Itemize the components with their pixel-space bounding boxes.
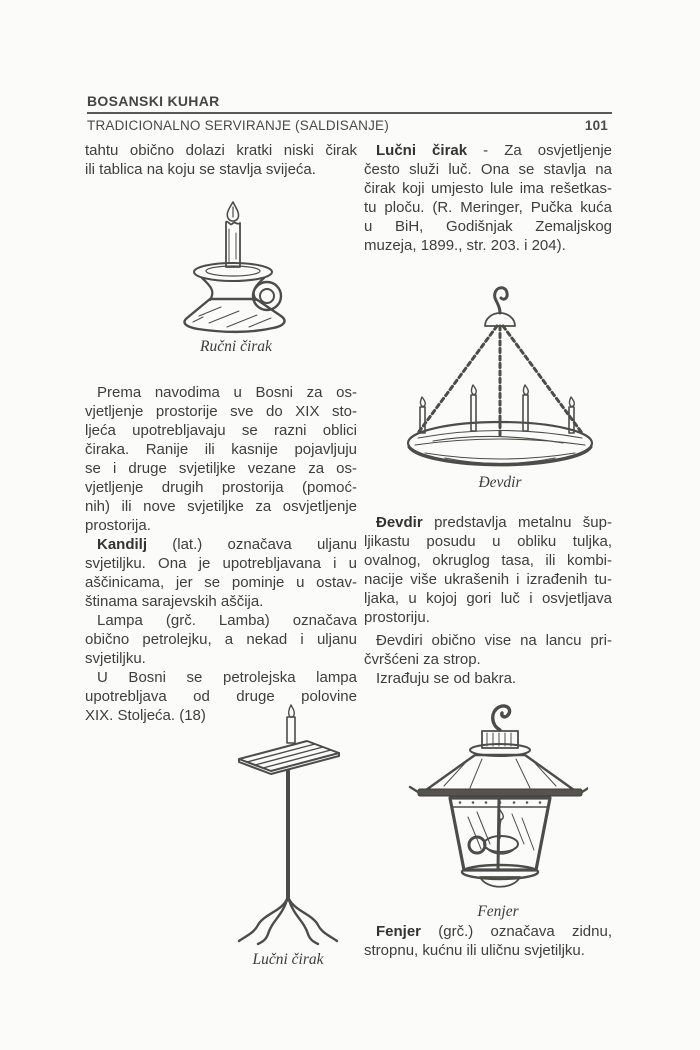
lantern-illustration bbox=[408, 702, 588, 897]
text-line: Đevdiri obično vise na lancu pri- bbox=[376, 632, 612, 649]
text-line: ili tablica na koju se stavlja svijeća. bbox=[85, 161, 316, 178]
text-line: Prema navodima u Bosni za os- bbox=[97, 384, 357, 401]
figure-caption: Fenjer bbox=[477, 903, 519, 920]
paragraph-fenjer bbox=[364, 922, 612, 960]
paragraph-lampa bbox=[85, 611, 357, 668]
text-line: Lampa (grč. Lamba) označava bbox=[97, 612, 357, 629]
text-line: tu ploču. (R. Meringer, Pučka kuća bbox=[364, 199, 612, 216]
text-line: često služi luč. Ona se stavlja na bbox=[364, 161, 612, 178]
paragraph-devdir bbox=[364, 513, 612, 627]
text-line: Kandilj (lat.) označava uljanu bbox=[97, 536, 357, 553]
text-line: prostorija. bbox=[85, 517, 151, 534]
text-line: nih) ili nove svjetiljke za osvjetljenje bbox=[85, 498, 357, 515]
paragraph-lucni-cirak bbox=[364, 141, 612, 255]
text-line: čirak koji umjesto lule ima rešetkas- bbox=[364, 180, 612, 197]
text-line: se i druge svjetiljke vezane za os- bbox=[85, 460, 357, 477]
text-line: nacije više ukrašenih i izrađenih tu- bbox=[364, 571, 612, 588]
tall-candle-stand-illustration bbox=[231, 703, 346, 947]
page-number: 101 bbox=[584, 118, 608, 133]
candle-holder-illustration bbox=[169, 199, 304, 334]
figure-caption: Ručni čirak bbox=[200, 338, 272, 355]
hanging-chandelier-illustration bbox=[393, 283, 608, 470]
text-line: Fenjer (grč.) označava zidnu, bbox=[376, 923, 612, 940]
text-line: ovalnog, okruglog tasa, ili kombi- bbox=[364, 552, 612, 569]
figure-caption: Lučni čirak bbox=[252, 951, 324, 968]
text-line: ljeća upotrebljavaju se razni oblici bbox=[85, 422, 357, 439]
paragraph-kandilj bbox=[85, 535, 357, 611]
text-line: štinama sarajevskih aščija. bbox=[85, 593, 264, 610]
text-line: XIX. Stoljeća. (18) bbox=[85, 707, 206, 724]
text-line: muzeja, 1899., str. 203. i 204). bbox=[364, 237, 566, 254]
page-header bbox=[87, 93, 612, 133]
paragraph-devdiri bbox=[364, 631, 612, 669]
text-line: vjetljenje prostorije sve do XIX sto- bbox=[85, 403, 357, 420]
text-line: ljikastu posudu u obliku tuljka, bbox=[364, 533, 612, 550]
text-line: tahtu obično dolazi kratki niski čirak bbox=[85, 142, 357, 159]
chapter-row bbox=[87, 118, 612, 133]
text-line: vjetljenje drugih prostorija (pomoć- bbox=[85, 479, 357, 496]
figure-rucni-cirak bbox=[166, 199, 306, 356]
book-title: BOSANSKI KUHAR bbox=[87, 93, 612, 114]
text-line: čiraka. Ranije ili kasnije pojavljuju bbox=[85, 441, 357, 458]
chapter-title: TRADICIONALNO SERVIRANJE (SALDISANJE) bbox=[87, 118, 389, 133]
text-line: svjetiljku. bbox=[85, 650, 146, 667]
figure-caption: Đevdir bbox=[478, 474, 522, 491]
paragraph-intro bbox=[85, 141, 357, 179]
paragraph-prema bbox=[85, 383, 357, 535]
figure-fenjer bbox=[402, 702, 594, 921]
paragraph-izradjuju bbox=[364, 669, 612, 688]
text-line: Đevdir predstavlja metalnu šup- bbox=[376, 514, 612, 531]
figure-lucni-cirak bbox=[230, 703, 346, 969]
text-line: prostoriju. bbox=[364, 609, 430, 626]
text-line: aščinicama, jer se pominje u ostav- bbox=[85, 574, 357, 591]
text-line: čvršćeni za strop. bbox=[364, 651, 481, 668]
text-line: Lučni čirak - Za osvjetljenje bbox=[376, 142, 612, 159]
text-line: stropnu, kućnu ili uličnu svjetiljku. bbox=[364, 942, 585, 959]
text-line: obično petrolejku, a nekad i uljanu bbox=[85, 631, 357, 648]
text-line: upotrebljava od druge polovine bbox=[85, 688, 357, 705]
text-line: ljaka, u kojoj gori luč i osvjetljava bbox=[364, 590, 612, 607]
text-line: u BiH, Godišnjak Zemaljskog bbox=[364, 218, 612, 235]
figure-devdir bbox=[390, 283, 610, 492]
text-line: Izrađuju se od bakra. bbox=[376, 670, 517, 687]
text-line: U Bosni se petrolejska lampa bbox=[97, 669, 357, 686]
text-line: svjetiljku. Ona je upotrebljavana i u bbox=[85, 555, 357, 572]
